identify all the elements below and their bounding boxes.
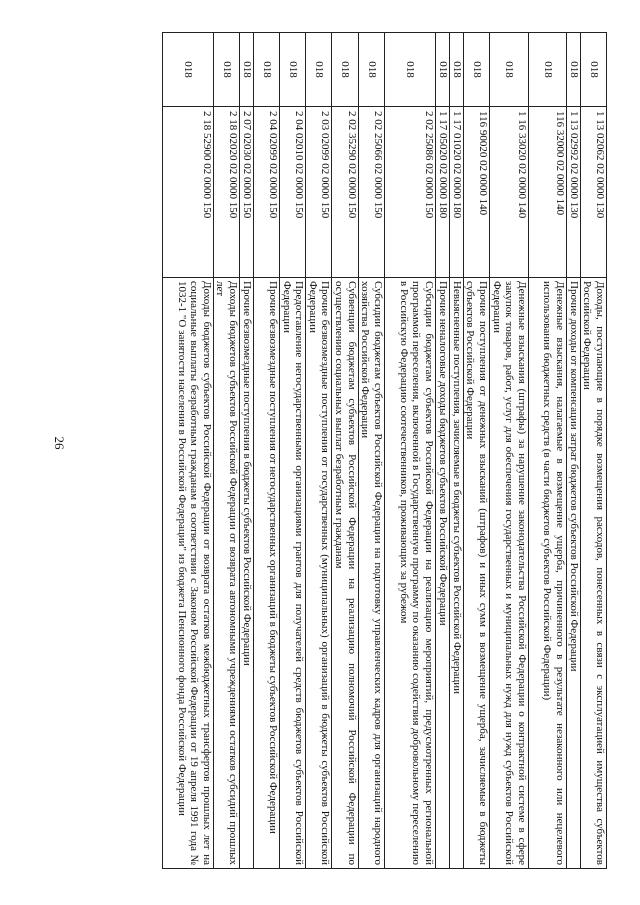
table-body (162, 33, 606, 869)
table-row (306, 33, 332, 869)
description-cell: Прочие поступления от денежных взысканий (штрафов) и иных сумм в возмещение ущерба, зачисляемые в бюджеты субъектов Российской Федерации (463, 278, 489, 869)
admin-code-cell: 018 (254, 33, 280, 107)
admin-code-cell: 018 (240, 33, 254, 107)
admin-code-cell: 018 (213, 33, 239, 107)
table-row (332, 33, 358, 869)
admin-code-cell: 018 (580, 33, 606, 107)
description-cell: Прочие безвозмездные поступления от негосударственных организаций в бюджеты субъектов Российской Федерации (254, 278, 280, 869)
admin-code-cell: 018 (463, 33, 489, 107)
budget-code-cell: 116 32000 02 0000 140 (528, 107, 566, 278)
admin-code-cell: 018 (306, 33, 332, 107)
description-cell: Доходы бюджетов субъектов Российской Федерации от возврата остатков межбюджетных трансфертов прошлых лет на социальные выплаты безработным гражданам в соответствии с Законом Российской Федерации от 19 апреля 1991 года № 1032-1 "О занятости населения в Российской Федерации" из бюджета Пенсионного фонда Российской Федерации (162, 278, 213, 869)
table-row (240, 33, 254, 869)
table-row (384, 33, 435, 869)
table-row (254, 33, 280, 869)
admin-code-cell: 018 (528, 33, 566, 107)
table-row (162, 33, 213, 869)
budget-code-cell: 1 13 02992 02 0000 130 (566, 107, 580, 278)
budget-code-cell: 2 02 35290 02 0000 150 (332, 107, 358, 278)
table-row (449, 33, 463, 869)
description-cell: Субсидии бюджетам субъектов Российской Федерации на реализацию мероприятий, предусмотренных региональной программой переселения, включенной в Государственную программу по оказанию содействия добровольному переселению в Российскую Федерацию соотечественников, проживающих за рубежом (384, 278, 435, 869)
description-cell: Денежные взыскания (штрафы) за нарушение законодательства Российской Федерации о контрактной системе в сфере закупок товаров, работ, услуг для обеспечения государственных и муниципальных нужд для нужд субъектов Российской Федерации (490, 278, 529, 869)
description-cell: Прочие безвозмездные поступления в бюджеты субъектов Российской Федерации (240, 278, 254, 869)
table-row (528, 33, 566, 869)
budget-code-cell: 1 17 01020 02 0000 180 (449, 107, 463, 278)
description-cell: Субвенции бюджетам субъектов Российской Федерации на реализацию полномочий Российской Федерации по осуществлению социальных выплат безработным гражданам (332, 278, 358, 869)
table-row (213, 33, 239, 869)
table-row (358, 33, 384, 869)
budget-code-cell: 2 18 02020 02 0000 150 (213, 107, 239, 278)
table-row (280, 33, 306, 869)
description-cell: Прочие безвозмездные поступления от государственных (муниципальных) организаций в бюджеты субъектов Российской Федерации (306, 278, 332, 869)
table-row (580, 33, 606, 869)
description-cell: Доходы, поступающие в порядке возмещения расходов, понесенных в связи с эксплуатацией имущества субъектов Российской Федерации (580, 278, 606, 869)
budget-code-cell: 2 03 02099 02 0000 150 (306, 107, 332, 278)
description-cell: Невыясненные поступления, зачисляемые в бюджеты субъектов Российской Федерации (449, 278, 463, 869)
budget-code-cell: 2 04 02099 02 0000 150 (254, 107, 280, 278)
rotated-table-page (96, 32, 607, 868)
admin-code-cell: 018 (490, 33, 529, 107)
admin-code-cell: 018 (384, 33, 435, 107)
admin-code-cell: 018 (280, 33, 306, 107)
admin-code-cell: 018 (332, 33, 358, 107)
budget-code-cell: 2 07 02030 02 0000 150 (240, 107, 254, 278)
table-row (566, 33, 580, 869)
admin-code-cell: 018 (435, 33, 449, 107)
admin-code-cell: 018 (449, 33, 463, 107)
budget-code-cell: 1 17 05020 02 0000 180 (435, 107, 449, 278)
budget-code-cell: 2 18 52900 02 0000 150 (162, 107, 213, 278)
budget-code-cell: 116 90020 02 0000 140 (463, 107, 489, 278)
admin-code-cell: 018 (162, 33, 213, 107)
description-cell: Прочие доходы от компенсации затрат бюджетов субъектов Российской Федерации (566, 278, 580, 869)
description-cell: Прочие неналоговые доходы бюджетов субъектов Российской Федерации (435, 278, 449, 869)
table-row (463, 33, 489, 869)
table-row (490, 33, 529, 869)
budget-code-cell: 1 13 02062 02 0000 130 (580, 107, 606, 278)
budget-code-cell: 2 04 02010 02 0000 150 (280, 107, 306, 278)
page-number: 26 (52, 436, 67, 450)
budget-code-cell: 2 02 25086 02 0000 150 (384, 107, 435, 278)
budget-code-cell: 1 16 33020 02 0000 140 (490, 107, 529, 278)
budget-code-cell: 2 02 25066 02 0000 150 (358, 107, 384, 278)
revenue-codes-table (162, 32, 607, 869)
table-row (435, 33, 449, 869)
description-cell: Доходы бюджетов субъектов Российской Федерации от возврата автономными учреждениями остатков субсидий прошлых лет (213, 278, 239, 869)
description-cell: Субсидии бюджетам субъектов Российской Федерации на подготовку управленческих кадров для организаций народного хозяйства Российской Федерации (358, 278, 384, 869)
description-cell: Предоставление негосударственными организациями грантов для получателей средств бюджетов субъектов Российской Федерации (280, 278, 306, 869)
admin-code-cell: 018 (358, 33, 384, 107)
admin-code-cell: 018 (566, 33, 580, 107)
description-cell: Денежные взыскания, налагаемые в возмещение ущерба, причиненного в результате незаконного или нецелевого использования бюджетных средств (в части бюджетов субъектов Российской Федерации) (528, 278, 566, 869)
